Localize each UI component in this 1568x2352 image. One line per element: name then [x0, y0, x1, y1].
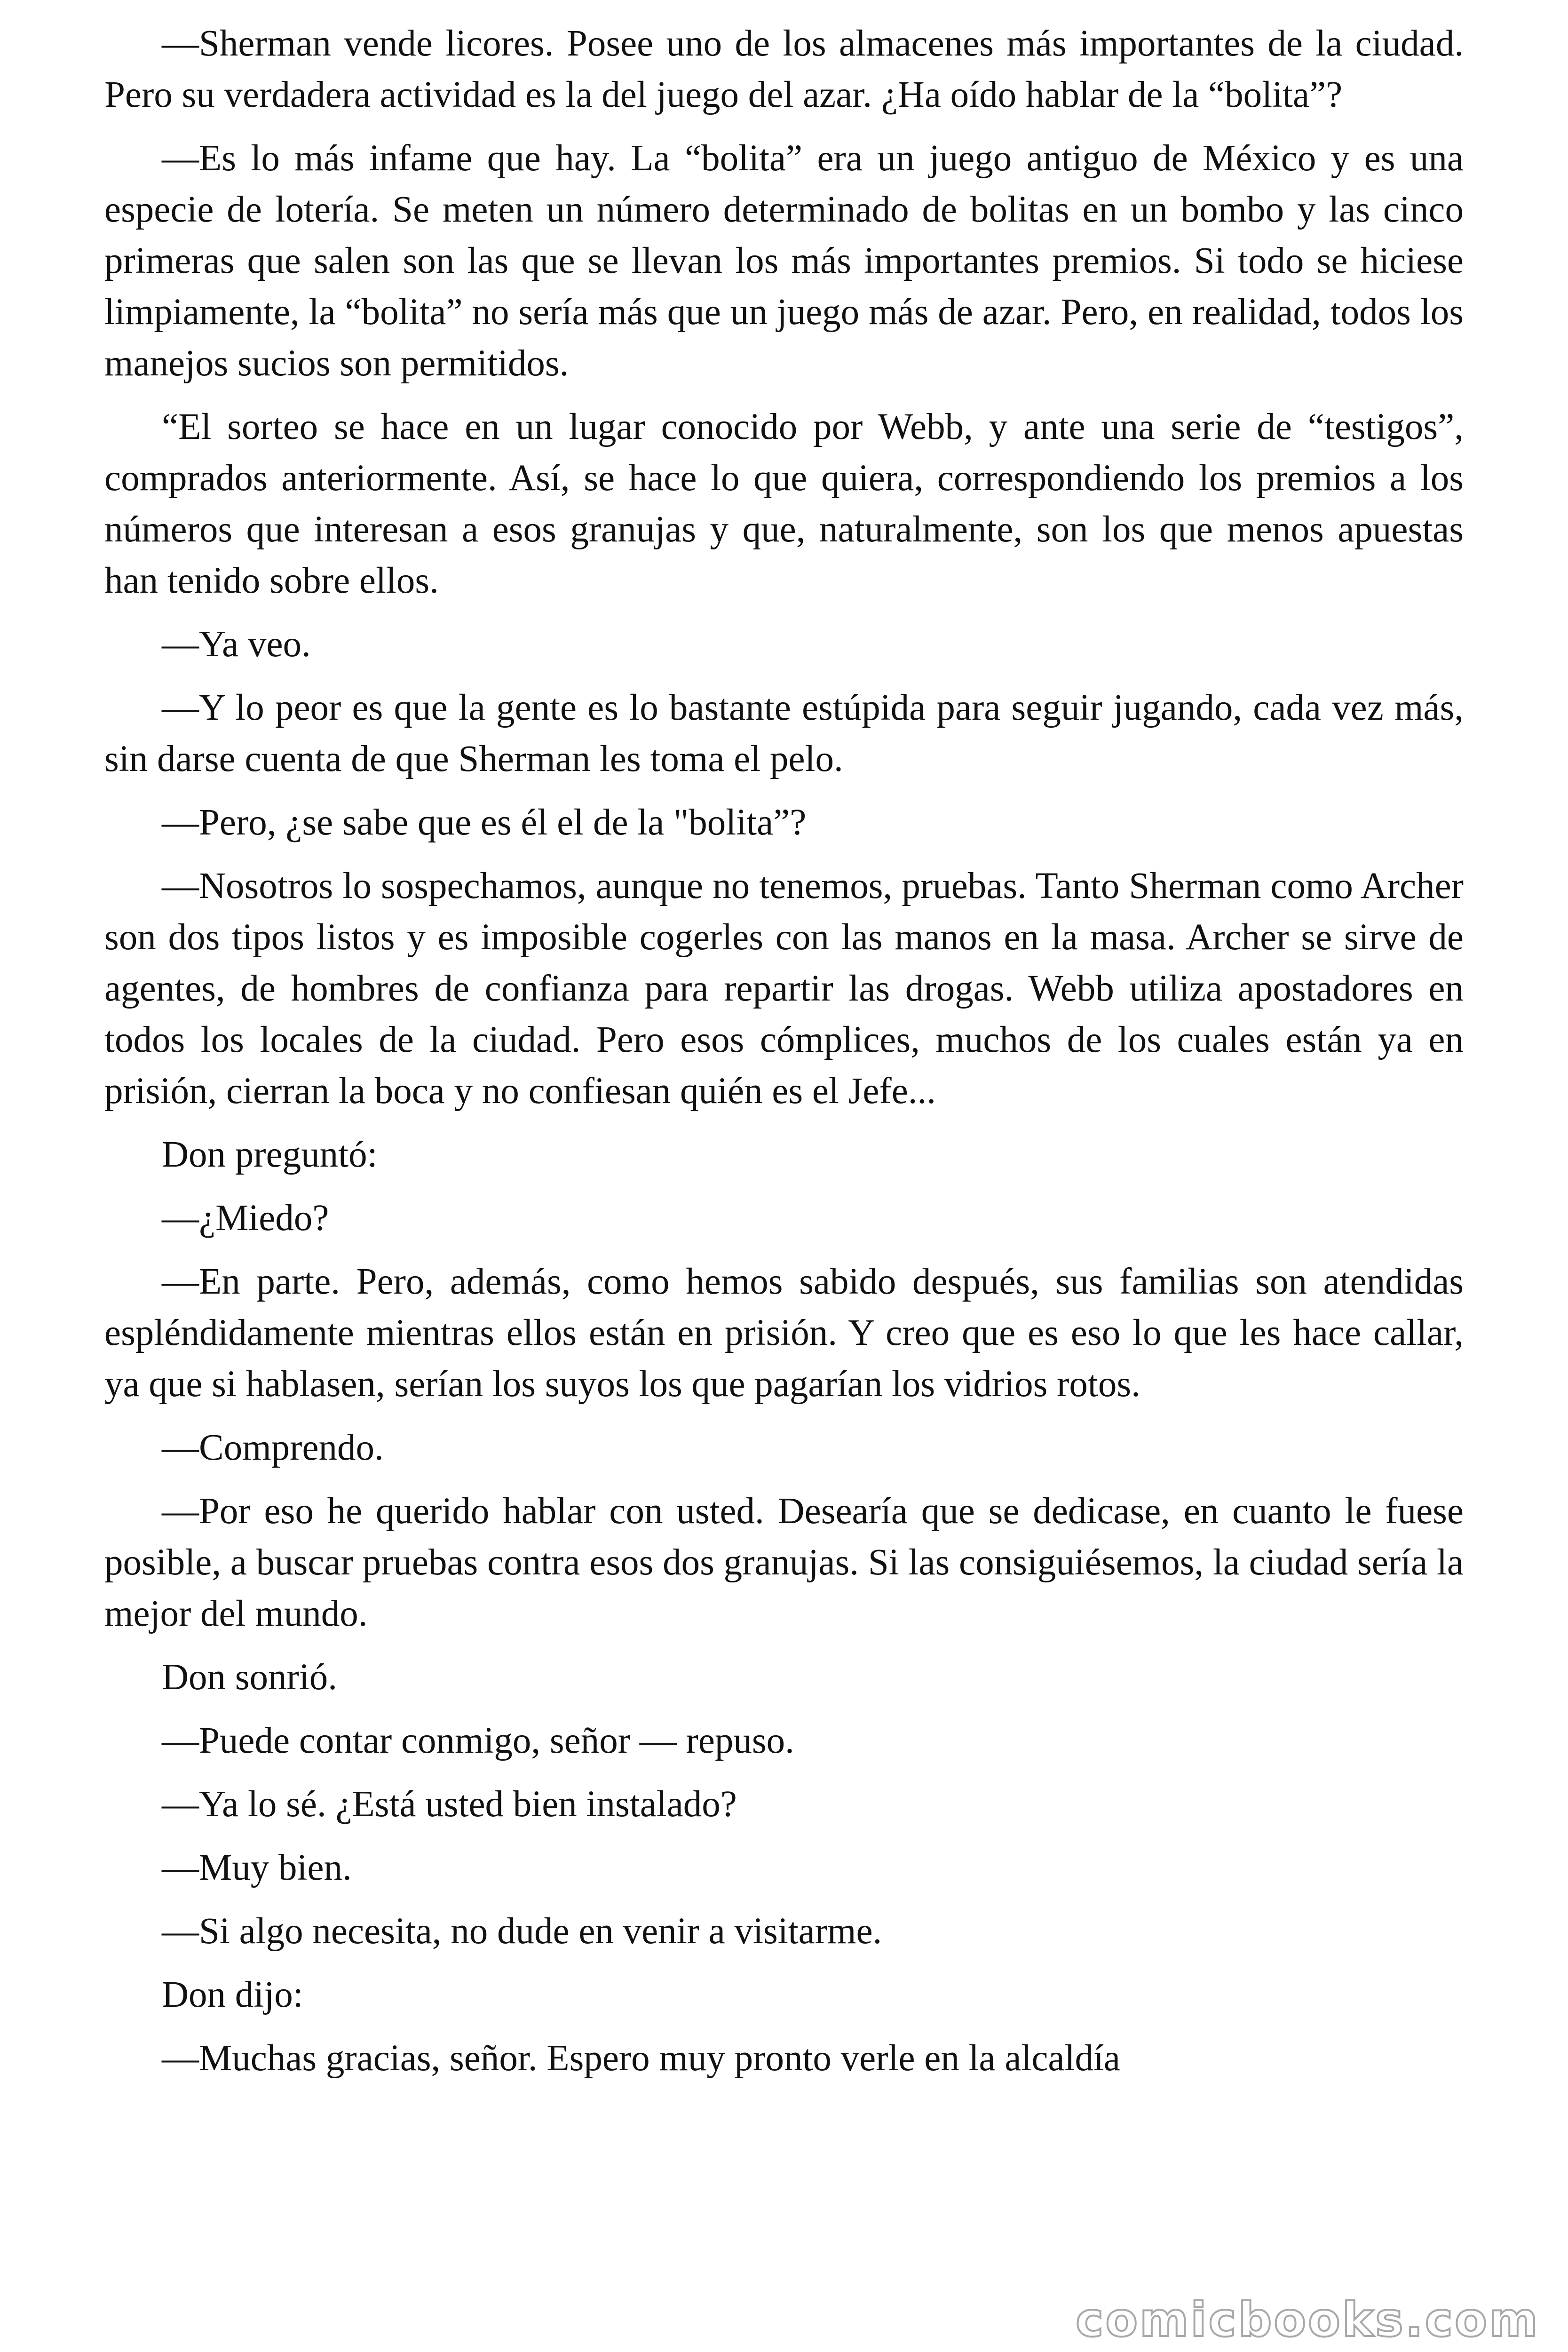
- paragraph: —Muchas gracias, señor. Espero muy pronto verle en la alcaldía: [162, 2038, 1120, 2079]
- paragraph: Don dijo:: [162, 1974, 303, 2015]
- paragraph: —Puede contar conmigo, señor — repuso.: [162, 1720, 794, 1761]
- paragraph: —En parte. Pero, además, como hemos sabido después, sus familias son atendidas espléndidamente mientras ellos están en prisión. Y creo que es eso lo que les hace callar, ya que si hablasen, serían los suyos los que pagarían los vidrios rotos.: [104, 1261, 1464, 1405]
- paragraph: —Es lo más infame que hay. La “bolita” era un juego antiguo de México y es una especie de lotería. Se meten un número determinado de bolitas en un bombo y las cinco primeras que salen son las que se llevan los más importantes premios. Si todo se hiciese limpiamente, la “bolita” no sería más que un juego más de azar. Pero, en realidad, todos los manejos sucios son permitidos.: [104, 138, 1464, 384]
- paragraph: “El sorteo se hace en un lugar conocido por Webb, y ante una serie de “testigos”, comprados anteriormente. Así, se hace lo que quiera, correspondiendo los premios a los números que interesan a esos granujas y que, naturalmente, son los que menos apuestas han tenido sobre ellos.: [104, 406, 1464, 601]
- paragraph: Don preguntó:: [162, 1134, 378, 1175]
- paragraph: —¿Miedo?: [162, 1198, 329, 1239]
- paragraph: —Por eso he querido hablar con usted. Desearía que se dedicase, en cuanto le fuese posible, a buscar pruebas contra esos dos granujas. Si las consiguiésemos, la ciudad sería la mejor del mundo.: [104, 1491, 1464, 1634]
- paragraph: —Muy bien.: [162, 1847, 352, 1888]
- paragraph: —Pero, ¿se sabe que es él el de la "bolita”?: [162, 802, 807, 843]
- paragraph: Don sonrió.: [162, 1657, 338, 1698]
- paragraph: —Ya lo sé. ¿Está usted bien instalado?: [162, 1784, 737, 1825]
- watermark-logo: comicbooks.com: [1076, 2292, 1540, 2347]
- paragraph: —Sherman vende licores. Posee uno de los almacenes más importantes de la ciudad. Pero su verdadera actividad es la del juego del azar. ¿Ha oído hablar de la “bolita”?: [104, 23, 1464, 115]
- paragraph: —Si algo necesita, no dude en venir a visitarme.: [162, 1911, 882, 1952]
- paragraph: —Comprendo.: [162, 1427, 384, 1468]
- body-text: [104, 18, 1464, 2084]
- paragraph: —Y lo peor es que la gente es lo bastante estúpida para seguir jugando, cada vez más, sin darse cuenta de que Sherman les toma el pelo.: [104, 687, 1464, 779]
- paragraph: —Nosotros lo sospechamos, aunque no tenemos, pruebas. Tanto Sherman como Archer son dos tipos listos y es imposible cogerles con las manos en la masa. Archer se sirve de agentes, de hombres de confianza para repartir las drogas. Webb utiliza apostadores en todos los locales de la ciudad. Pero esos cómplices, muchos de los cuales están ya en prisión, cierran la boca y no confiesan quién es el Jefe...: [104, 866, 1464, 1112]
- paragraph: —Ya veo.: [162, 624, 311, 665]
